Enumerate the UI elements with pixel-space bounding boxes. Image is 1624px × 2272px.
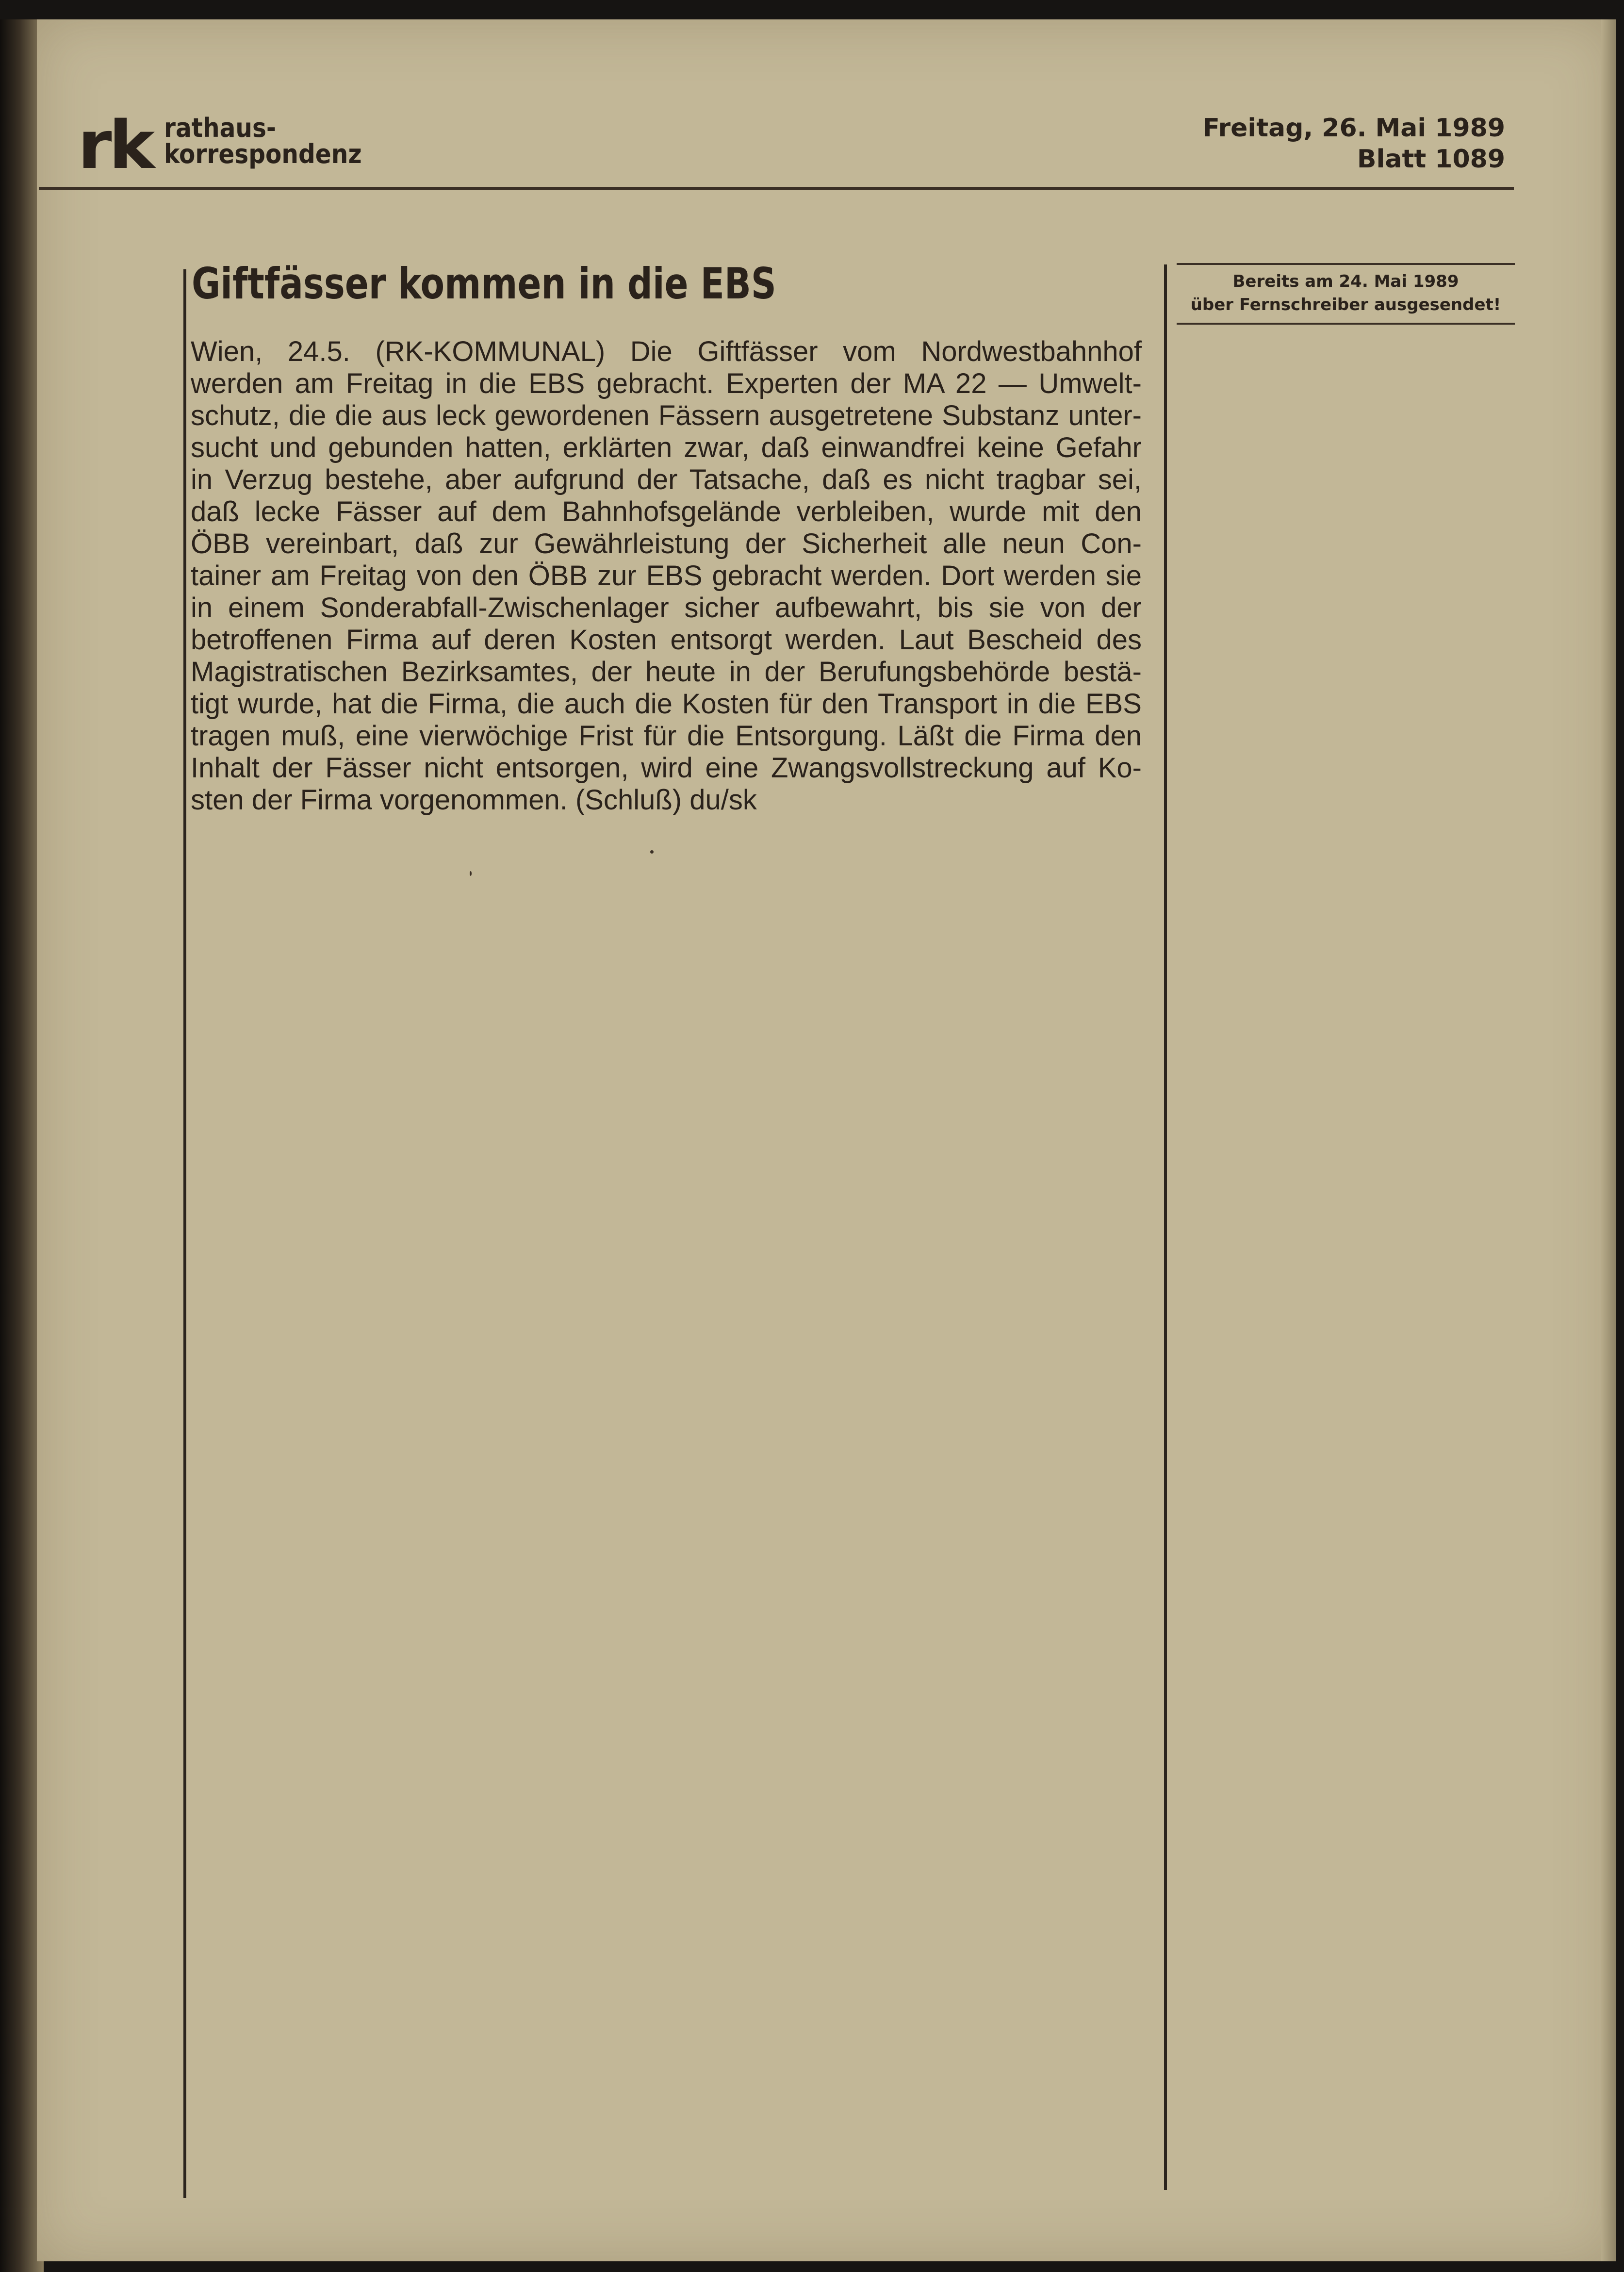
article-line: tigt wurde, hat die Firma, die auch die Kosten für den Transport in die EBS: [191, 688, 1142, 720]
article-line: sucht und gebunden hatten, erklärten zwar, daß einwandfrei keine Gefahr: [191, 432, 1142, 463]
article-line: schutz, die die aus leck gewordenen Fässern ausgetretene Substanz unter-: [191, 400, 1142, 431]
scan-speck: [650, 850, 654, 854]
header-meta: [1202, 113, 1505, 175]
transmission-note: [1177, 270, 1515, 316]
note-top-rule: [1177, 263, 1515, 265]
article-line: daß lecke Fässer auf dem Bahnhofsgelände verbleiben, wurde mit den: [191, 496, 1142, 527]
header-divider: [39, 187, 1514, 190]
logo-line-1: rathaus-: [164, 113, 277, 143]
column-divider: [1164, 264, 1167, 2190]
note-bottom-rule: [1177, 323, 1515, 325]
note-line-1: Bereits am 24. Mai 1989: [1232, 272, 1459, 291]
article-line: tragen muß, eine vierwöchige Frist für die Entsorgung. Läßt die Firma den: [191, 720, 1142, 752]
article-line: betroffenen Firma auf deren Kosten entsorgt werden. Laut Bescheid des: [191, 624, 1142, 656]
article-left-rule: [183, 269, 186, 2198]
article-line: ÖBB vereinbart, daß zur Gewährleistung der Sicherheit alle neun Con-: [191, 528, 1142, 560]
article-headline: Giftfässer kommen in die EBS: [192, 259, 776, 309]
article-body: [191, 336, 1142, 816]
rk-logo: [78, 107, 417, 184]
logo-line-2: korrespondenz: [164, 139, 362, 169]
article-line: sten der Firma vorgenommen. (Schluß) du/sk: [191, 784, 757, 816]
note-line-2: über Fernschreiber ausgesendet!: [1190, 295, 1501, 314]
article-line: tainer am Freitag von den ÖBB zur EBS gebracht werden. Dort werden sie: [191, 560, 1142, 592]
logo-mark: rk: [78, 107, 152, 184]
article-line: in Verzug bestehe, aber aufgrund der Tatsache, daß es nicht tragbar sei,: [191, 464, 1142, 495]
sheet-number: Blatt 1089: [1357, 145, 1505, 174]
scan-speck: [470, 871, 472, 876]
article-line: Wien, 24.5. (RK-KOMMUNAL) Die Giftfässer vom Nordwestbahnhof: [191, 336, 1142, 367]
article-line: werden am Freitag in die EBS gebracht. Experten der MA 22 — Umwelt-: [191, 368, 1142, 399]
page-edge: [1601, 19, 1616, 2261]
article-line: Inhalt der Fässer nicht entsorgen, wird eine Zwangsvollstreckung auf Ko-: [191, 752, 1142, 784]
issue-date: Freitag, 26. Mai 1989: [1202, 114, 1505, 143]
article-line: Magistratischen Bezirksamtes, der heute in der Berufungsbehörde bestä-: [191, 656, 1142, 688]
article-line: in einem Sonderabfall-Zwischenlager sicher aufbewahrt, bis sie von der: [191, 592, 1142, 624]
